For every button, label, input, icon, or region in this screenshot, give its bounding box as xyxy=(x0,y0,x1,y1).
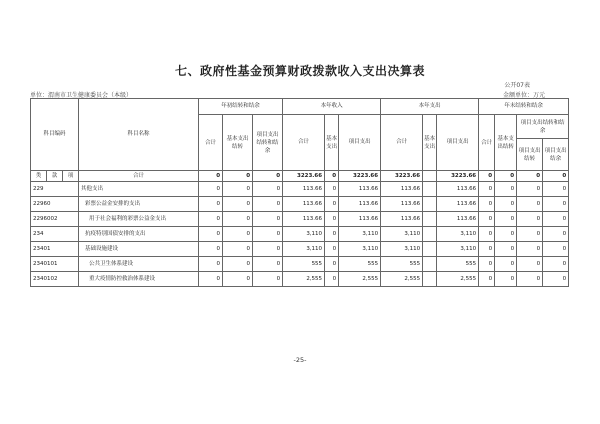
row-value-cell: 0 xyxy=(479,212,495,227)
total-cell: 0 xyxy=(495,171,517,182)
row-code: 2340102 xyxy=(31,272,79,287)
total-cell: 0 xyxy=(325,171,339,182)
row-value-cell: 0 xyxy=(199,257,223,272)
row-name: 基础设施建设 xyxy=(79,242,199,257)
row-value-cell: 555 xyxy=(283,257,325,272)
row-value-cell: 2,555 xyxy=(437,272,479,287)
header-income-total: 合计 xyxy=(283,115,325,171)
row-value-cell xyxy=(423,212,437,227)
row-value-cell: 0 xyxy=(253,197,283,212)
row-name: 彩票公益金安排的支出 xyxy=(79,197,199,212)
total-cell: 0 xyxy=(253,171,283,182)
row-value-cell: 0 xyxy=(253,257,283,272)
budget-table xyxy=(30,98,569,287)
row-code: 23401 xyxy=(31,242,79,257)
total-row xyxy=(31,171,569,182)
row-value-cell: 2,555 xyxy=(283,272,325,287)
table-row xyxy=(31,227,569,242)
row-code: 2296002 xyxy=(31,212,79,227)
row-name: 重大疫情防控救治体系建设 xyxy=(79,272,199,287)
header-row-1 xyxy=(31,99,569,115)
header-lei: 类 xyxy=(31,171,47,182)
row-value-cell: 0 xyxy=(543,227,569,242)
total-cell: 0 xyxy=(479,171,495,182)
page-title: 七、政府性基金预算财政拨款收入支出决算表 xyxy=(174,64,425,78)
row-name: 用于社会福利的彩票公益金支出 xyxy=(79,212,199,227)
total-cell: 3223.66 xyxy=(381,171,423,182)
row-value-cell: 0 xyxy=(199,242,223,257)
row-value-cell: 3,110 xyxy=(339,242,381,257)
page-number: -25- xyxy=(293,356,307,364)
row-value-cell: 0 xyxy=(517,182,543,197)
header-expense: 本年支出 xyxy=(381,99,479,115)
header-begin-project-carry: 项目支出结转和结余 xyxy=(253,115,283,171)
table-row xyxy=(31,182,569,197)
total-cell: 0 xyxy=(543,171,569,182)
row-value-cell: 0 xyxy=(253,227,283,242)
row-value-cell: 0 xyxy=(223,197,253,212)
row-name: 公共卫生体系建设 xyxy=(79,257,199,272)
table-row xyxy=(31,197,569,212)
row-value-cell: 0 xyxy=(495,182,517,197)
header-expense-total: 合计 xyxy=(381,115,423,171)
row-value-cell: 0 xyxy=(325,182,339,197)
row-value-cell: 0 xyxy=(495,197,517,212)
header-end-total: 合计 xyxy=(479,115,495,171)
row-name: 其他支出 xyxy=(79,182,199,197)
row-value-cell: 0 xyxy=(495,272,517,287)
header-xiang: 项 xyxy=(63,171,79,182)
row-value-cell: 0 xyxy=(253,182,283,197)
header-name: 科目名称 xyxy=(79,99,199,171)
row-value-cell: 113.66 xyxy=(437,182,479,197)
header-end-project-group: 项目支出结转和结余 xyxy=(517,115,569,139)
row-value-cell: 0 xyxy=(479,197,495,212)
row-value-cell: 113.66 xyxy=(339,182,381,197)
header-begin-balance: 年初结转和结余 xyxy=(199,99,283,115)
row-value-cell: 2,555 xyxy=(339,272,381,287)
row-value-cell: 0 xyxy=(325,212,339,227)
row-value-cell: 0 xyxy=(479,257,495,272)
row-value-cell: 0 xyxy=(325,227,339,242)
header-code: 科目编码 xyxy=(31,99,79,171)
row-value-cell: 0 xyxy=(479,272,495,287)
row-value-cell: 0 xyxy=(223,182,253,197)
amount-unit: 金额单位：万元 xyxy=(502,92,545,99)
row-value-cell: 0 xyxy=(199,227,223,242)
row-value-cell xyxy=(423,242,437,257)
row-code: 234 xyxy=(31,227,79,242)
row-value-cell: 0 xyxy=(199,212,223,227)
row-value-cell: 0 xyxy=(495,212,517,227)
row-value-cell: 3,110 xyxy=(437,227,479,242)
row-code: 22960 xyxy=(31,197,79,212)
row-value-cell: 0 xyxy=(495,227,517,242)
row-value-cell: 0 xyxy=(543,197,569,212)
row-value-cell: 0 xyxy=(543,182,569,197)
row-value-cell: 0 xyxy=(325,257,339,272)
header-income: 本年收入 xyxy=(283,99,381,115)
row-value-cell: 0 xyxy=(223,227,253,242)
row-value-cell: 113.66 xyxy=(339,212,381,227)
row-value-cell: 113.66 xyxy=(283,182,325,197)
header-kuan: 款 xyxy=(47,171,63,182)
row-value-cell: 0 xyxy=(253,242,283,257)
row-value-cell: 0 xyxy=(325,272,339,287)
row-value-cell: 0 xyxy=(495,242,517,257)
row-value-cell: 0 xyxy=(199,182,223,197)
total-cell: 3223.66 xyxy=(339,171,381,182)
header-end-basic-carry: 基本支出结转 xyxy=(495,115,517,171)
table-number: 公开07表 xyxy=(504,82,530,89)
header-end-project-carryover: 项目支出结转 xyxy=(517,139,543,171)
row-value-cell: 0 xyxy=(199,272,223,287)
row-value-cell: 2,555 xyxy=(381,272,423,287)
row-value-cell: 0 xyxy=(517,227,543,242)
row-value-cell: 0 xyxy=(543,272,569,287)
row-value-cell: 0 xyxy=(223,212,253,227)
row-value-cell: 113.66 xyxy=(381,212,423,227)
row-value-cell: 113.66 xyxy=(283,212,325,227)
row-value-cell: 0 xyxy=(543,257,569,272)
total-cell: 3223.66 xyxy=(283,171,325,182)
row-value-cell: 3,110 xyxy=(381,227,423,242)
row-value-cell: 0 xyxy=(517,212,543,227)
header-begin-total: 合计 xyxy=(199,115,223,171)
table-row xyxy=(31,257,569,272)
row-value-cell: 0 xyxy=(199,197,223,212)
row-value-cell: 113.66 xyxy=(339,197,381,212)
header-end-project-balance: 项目支出结余 xyxy=(543,139,569,171)
row-value-cell xyxy=(423,257,437,272)
total-cell: 0 xyxy=(223,171,253,182)
row-value-cell: 0 xyxy=(325,242,339,257)
row-value-cell: 0 xyxy=(479,227,495,242)
row-value-cell: 0 xyxy=(223,257,253,272)
row-value-cell xyxy=(423,182,437,197)
row-value-cell: 0 xyxy=(543,212,569,227)
row-value-cell: 3,110 xyxy=(283,242,325,257)
row-value-cell: 3,110 xyxy=(381,242,423,257)
row-value-cell: 0 xyxy=(517,272,543,287)
reporting-unit: 单位：渭南市卫生健康委员会（本级） xyxy=(30,92,133,99)
row-name: 抗疫特别国债安排的支出 xyxy=(79,227,199,242)
row-value-cell xyxy=(423,197,437,212)
row-value-cell: 3,110 xyxy=(339,227,381,242)
total-cell: 0 xyxy=(517,171,543,182)
row-value-cell: 0 xyxy=(517,197,543,212)
total-cell: 0 xyxy=(199,171,223,182)
row-value-cell: 0 xyxy=(479,242,495,257)
header-expense-project: 项目支出 xyxy=(437,115,479,171)
row-value-cell: 0 xyxy=(517,257,543,272)
header-begin-basic-carry: 基本支出结转 xyxy=(223,115,253,171)
row-value-cell: 3,110 xyxy=(437,242,479,257)
header-income-project: 项目支出 xyxy=(339,115,381,171)
header-income-basic: 基本支出 xyxy=(325,115,339,171)
table-row xyxy=(31,272,569,287)
row-value-cell xyxy=(423,272,437,287)
table-row xyxy=(31,242,569,257)
header-end-balance: 年末结转和结余 xyxy=(479,99,569,115)
row-value-cell: 0 xyxy=(223,242,253,257)
row-value-cell: 113.66 xyxy=(283,197,325,212)
row-code: 2340101 xyxy=(31,257,79,272)
total-label: 合计 xyxy=(79,171,199,182)
row-code: 229 xyxy=(31,182,79,197)
total-cell xyxy=(423,171,437,182)
row-value-cell: 0 xyxy=(325,197,339,212)
row-value-cell: 555 xyxy=(437,257,479,272)
row-value-cell: 0 xyxy=(223,272,253,287)
row-value-cell: 0 xyxy=(495,257,517,272)
row-value-cell xyxy=(423,227,437,242)
row-value-cell: 0 xyxy=(253,272,283,287)
row-value-cell: 0 xyxy=(479,182,495,197)
row-value-cell: 0 xyxy=(253,212,283,227)
row-value-cell: 113.66 xyxy=(437,212,479,227)
header-expense-basic: 基本支出 xyxy=(423,115,437,171)
row-value-cell: 0 xyxy=(517,242,543,257)
total-cell: 3223.66 xyxy=(437,171,479,182)
row-value-cell: 113.66 xyxy=(381,182,423,197)
row-value-cell: 113.66 xyxy=(437,197,479,212)
row-value-cell: 555 xyxy=(381,257,423,272)
row-value-cell: 0 xyxy=(543,242,569,257)
row-value-cell: 555 xyxy=(339,257,381,272)
row-value-cell: 3,110 xyxy=(283,227,325,242)
table-row xyxy=(31,212,569,227)
row-value-cell: 113.66 xyxy=(381,197,423,212)
